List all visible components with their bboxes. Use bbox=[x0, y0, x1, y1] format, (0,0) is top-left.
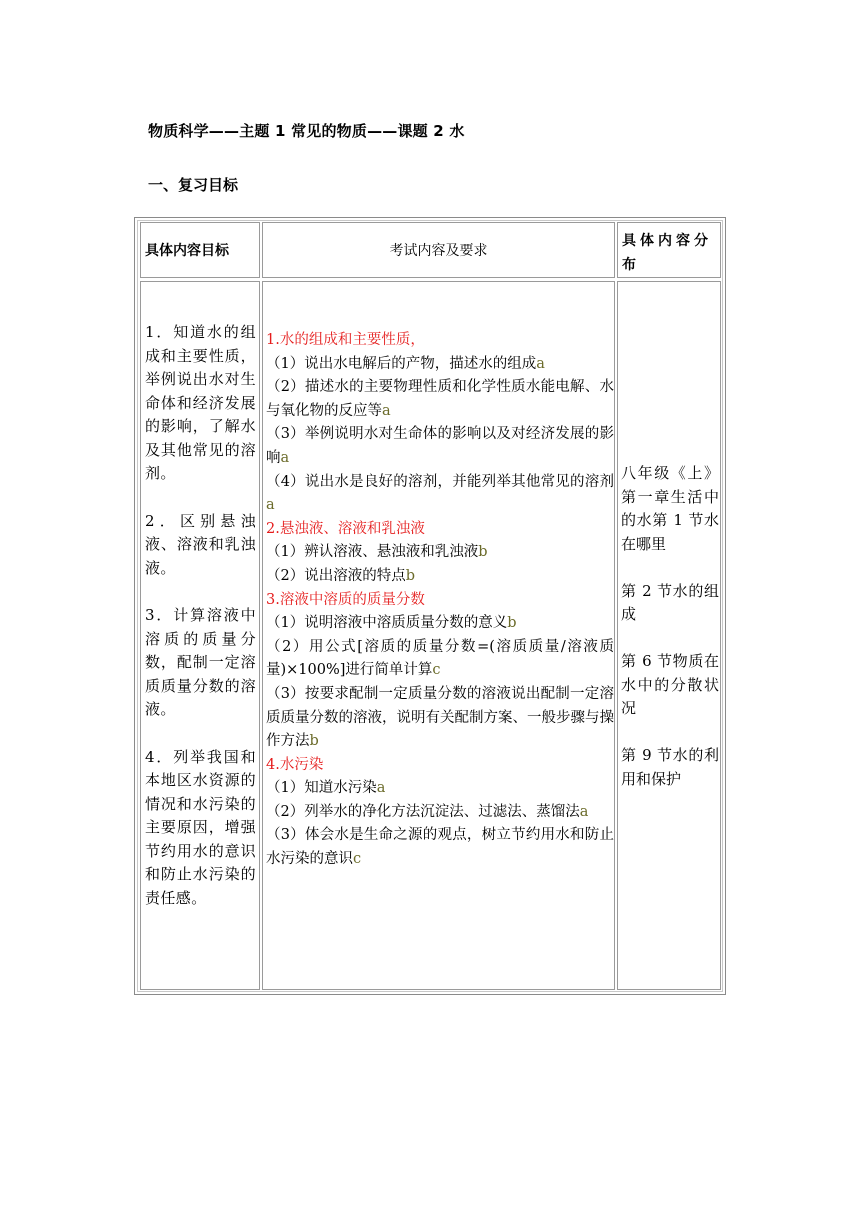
requirement-grade: a bbox=[579, 803, 589, 820]
document-title: 物质科学——主题 1 常见的物质——课题 2 水 bbox=[148, 122, 465, 140]
goal-item: 4．列举我国和本地区水资源的情况和水污染的主要原因，增强节约用水的意识和防止水污染的责任感。 bbox=[145, 747, 256, 907]
requirement-item: （2）描述水的主要物理性质和化学性质水能电解、水与氧化物的反应等a bbox=[266, 379, 614, 419]
requirement-item: （2）说出溶液的特点b bbox=[266, 567, 416, 584]
requirement-grade: b bbox=[478, 544, 488, 561]
requirement-item: （3）按要求配制一定质量分数的溶液说出配制一定溶质质量分数的溶液，说明有关配制方案、一般步骤与操作方法b bbox=[266, 685, 614, 750]
requirement-item: （4）说出水是良好的溶剂，并能列举其他常见的溶剂 a bbox=[266, 473, 614, 514]
requirement-item: （2）用公式[溶质的质量分数=(溶质质量/溶液质量)×100%]进行简单计算c bbox=[266, 638, 614, 679]
requirement-heading: 1.水的组成和主要性质， bbox=[266, 332, 425, 348]
requirements-cell bbox=[262, 281, 615, 990]
requirement-heading: 3.溶液中溶质的质量分数 bbox=[266, 591, 425, 608]
requirement-grade: c bbox=[432, 662, 441, 679]
requirement-grade: a bbox=[376, 780, 386, 797]
distribution-list bbox=[621, 462, 719, 815]
distribution-item: 第 6 节物质在水中的分散状况 bbox=[621, 652, 719, 717]
requirement-item: （1）辨认溶液、悬浊液和乳浊液b bbox=[266, 544, 488, 561]
distribution-item: 第 2 节水的组成 bbox=[621, 581, 719, 623]
goal-item: 3．计算溶液中溶质的质量分数，配制一定溶质质量分数的溶液。 bbox=[145, 606, 256, 718]
requirement-grade: a bbox=[536, 355, 545, 372]
requirement-grade: a bbox=[280, 449, 290, 466]
header-goal: 具体内容目标 bbox=[140, 222, 260, 278]
requirement-grade: a bbox=[382, 402, 391, 419]
requirement-item: （1）说明溶液中溶质质量分数的意义b bbox=[266, 615, 517, 632]
requirement-item: （1）说出水电解后的产物，描述水的组成a bbox=[266, 355, 545, 372]
requirement-grade: a bbox=[266, 497, 275, 514]
goal-item: 1．知道水的组成和主要性质，举例说出水对生命体和经济发展的影响，了解水及其他常见的溶剂。 bbox=[145, 323, 256, 482]
header-distribution: 具体内容分布 bbox=[617, 222, 721, 278]
review-goals-table bbox=[134, 217, 726, 995]
requirement-item: （3）举例说明水对生命体的影响以及对经济发展的影响a bbox=[266, 426, 614, 466]
requirements-list bbox=[266, 329, 614, 872]
distribution-cell bbox=[617, 281, 721, 990]
requirement-grade: b bbox=[507, 615, 517, 632]
requirement-grade: b bbox=[405, 567, 416, 584]
requirement-grade: c bbox=[353, 851, 362, 868]
requirement-grade: b bbox=[309, 733, 319, 750]
requirement-item: （3）体会水是生命之源的观点，树立节约用水和防止水污染的意识c bbox=[266, 827, 614, 868]
section-heading: 一、复习目标 bbox=[148, 176, 239, 194]
goals-list bbox=[145, 321, 256, 934]
requirement-item: （1）知道水污染a bbox=[266, 780, 386, 797]
requirement-item: （2）列举水的净化方法沉淀法、过滤法、蒸馏法a bbox=[266, 803, 589, 820]
distribution-item: 八年级《上》第一章生活中的水第 1 节水在哪里 bbox=[621, 464, 719, 553]
requirement-heading: 4.水污染 bbox=[266, 756, 324, 773]
goal-item: 2．区别悬浊液、溶液和乳浊液。 bbox=[145, 511, 256, 577]
requirement-heading: 2.悬浊液、溶液和乳浊液 bbox=[266, 520, 425, 537]
goals-cell bbox=[140, 281, 260, 990]
header-requirement: 考试内容及要求 bbox=[262, 222, 615, 278]
distribution-item: 第 9 节水的利用和保护 bbox=[621, 746, 719, 788]
